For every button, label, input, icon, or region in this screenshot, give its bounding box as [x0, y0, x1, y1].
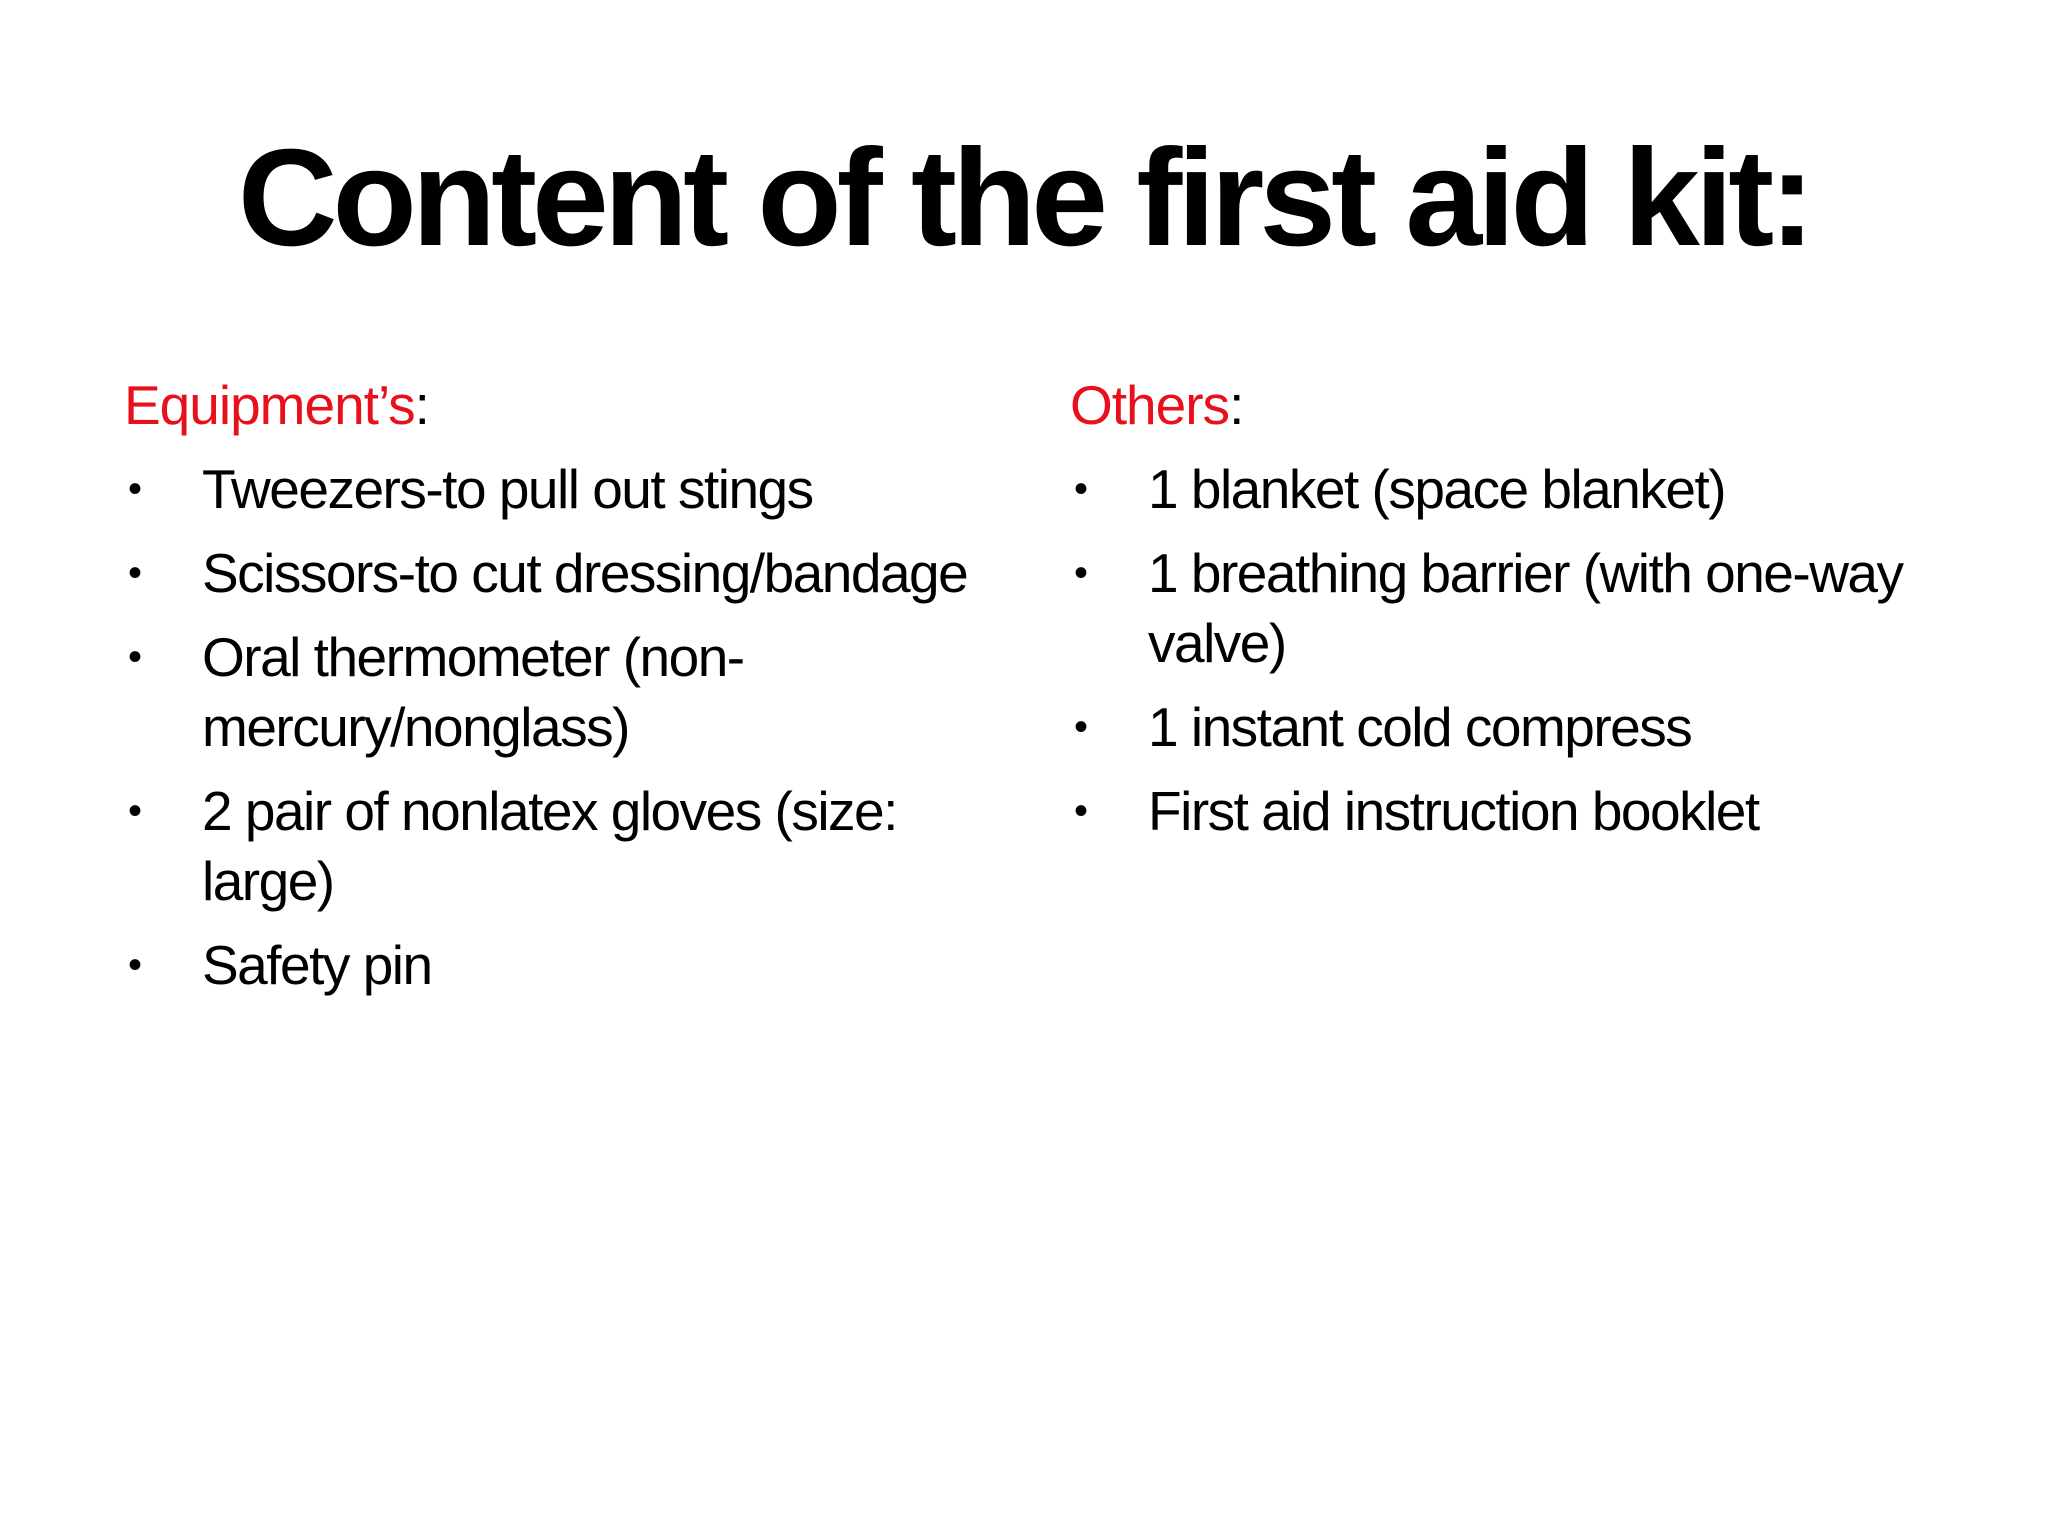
equipment-column: [124, 370, 1004, 1014]
list-item-text: 1 blanket (space blanket): [1148, 458, 1726, 520]
bullet-icon: •: [128, 789, 141, 833]
bullet-icon: •: [1074, 551, 1087, 595]
bullet-icon: •: [1074, 705, 1087, 749]
list-item-text: 2 pair of nonlatex gloves (size: large): [202, 780, 897, 912]
list-item: [124, 622, 1004, 762]
bullet-icon: •: [128, 551, 141, 595]
equipment-heading: [124, 370, 1004, 440]
list-item-text: Safety pin: [202, 934, 432, 996]
list-item: [124, 776, 1004, 916]
list-item-text: 1 breathing barrier (with one-way valve): [1148, 542, 1903, 674]
list-item-text: Tweezers-to pull out stings: [202, 458, 813, 520]
list-item: [124, 538, 1004, 608]
list-item: [1070, 776, 1970, 846]
bullet-icon: •: [1074, 789, 1087, 833]
equipment-list: [124, 454, 1004, 1000]
slide-title: Content of the first aid kit:: [237, 121, 1811, 275]
bullet-icon: •: [128, 943, 141, 987]
list-item-text: Scissors-to cut dressing/bandage: [202, 542, 968, 604]
list-item: [1070, 538, 1970, 678]
list-item-text: Oral thermometer (non-mercury/nonglass): [202, 626, 744, 758]
bullet-icon: •: [128, 635, 141, 679]
others-heading: [1070, 370, 1970, 440]
list-item: [1070, 454, 1970, 524]
list-item-text: First aid instruction booklet: [1148, 780, 1759, 842]
list-item-text: 1 instant cold compress: [1148, 696, 1692, 758]
bullet-icon: •: [1074, 467, 1087, 511]
others-list: [1070, 454, 1970, 846]
list-item: [124, 454, 1004, 524]
others-heading-label: Others: [1070, 374, 1230, 436]
others-column: [1070, 370, 1970, 860]
bullet-icon: •: [128, 467, 141, 511]
equipment-heading-colon: :: [414, 374, 429, 436]
list-item: [124, 930, 1004, 1000]
equipment-heading-label: Equipment’s: [124, 374, 415, 436]
list-item: [1070, 692, 1970, 762]
others-heading-colon: :: [1229, 374, 1244, 436]
